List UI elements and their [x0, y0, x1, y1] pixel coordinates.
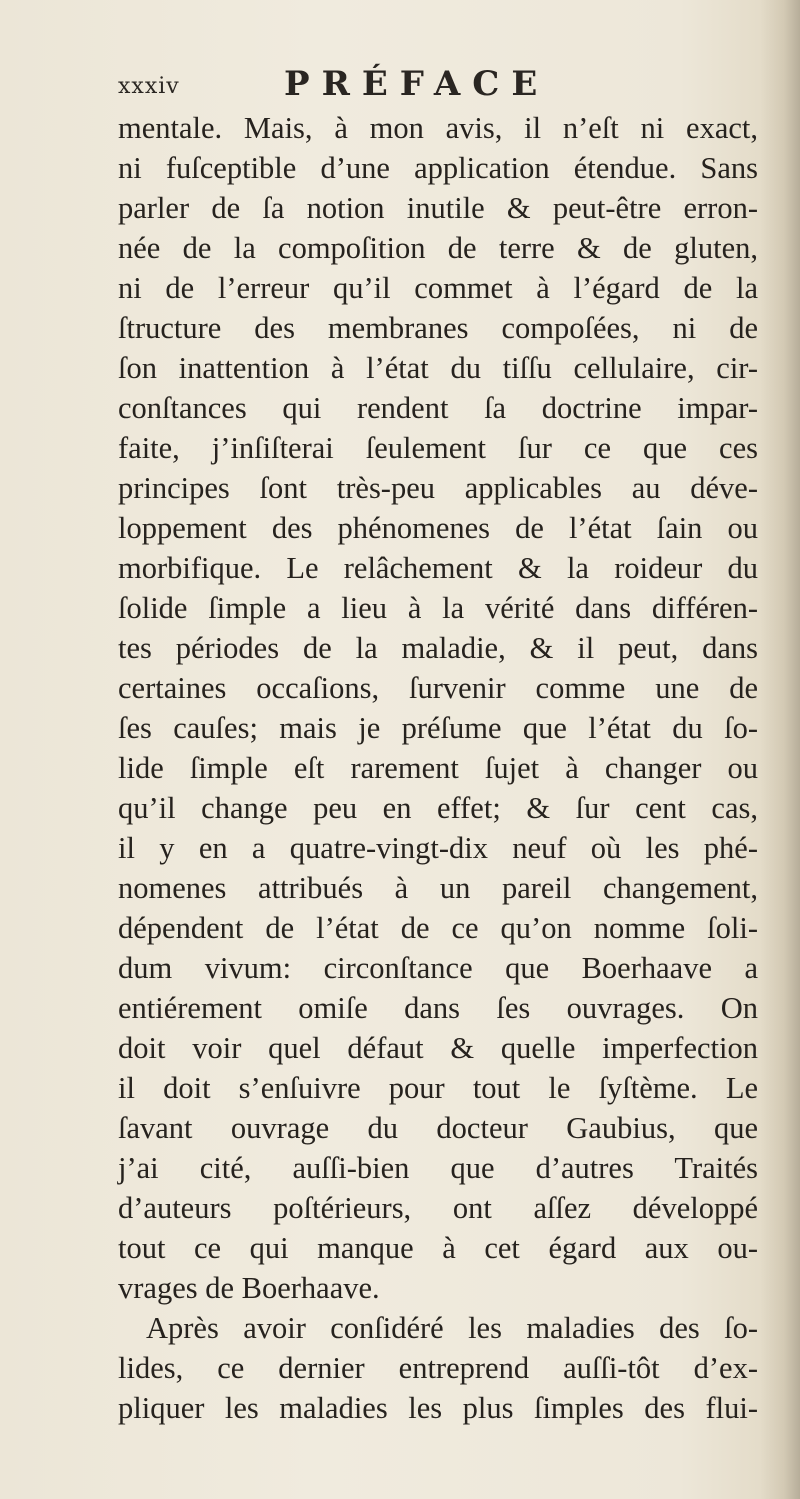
text-line: conſtances qui rendent ſa doctrine impar-: [118, 391, 758, 425]
page-number: xxxiv: [118, 74, 180, 99]
text-line: parler de ſa notion inutile & peut-être erron-: [118, 191, 758, 225]
text-line: morbifique. Le relâchement & la roideur du: [118, 551, 758, 585]
text-line: dum vivum: circonſtance que Boerhaave a: [118, 951, 758, 985]
text-line: entiérement omiſe dans ſes ouvrages. On: [118, 991, 758, 1025]
text-line: j’ai cité, auſſi-bien que d’autres Traités: [118, 1151, 758, 1185]
text-line: tout ce qui manque à cet égard aux ou-: [118, 1231, 758, 1265]
text-line: il y en a quatre-vingt-dix neuf où les phé-: [118, 831, 758, 865]
text-line: Après avoir conſidéré les maladies des ſo-: [146, 1311, 758, 1345]
page-header: [118, 60, 718, 110]
text-line: lides, ce dernier entreprend auſſi-tôt d’ex-: [118, 1351, 758, 1385]
text-line: pliquer les maladies les plus ſimples des flui-: [118, 1391, 758, 1425]
text-line: ſtructure des membranes compoſées, ni de: [118, 311, 758, 345]
text-line: vrages de Boerhaave.: [118, 1271, 380, 1305]
text-line: qu’il change peu en effet; & ſur cent cas,: [118, 791, 758, 825]
running-title: PRÉFACE: [284, 64, 550, 104]
text-line: doit voir quel défaut & quelle imperfection: [118, 1031, 758, 1065]
text-line: d’auteurs poſtérieurs, ont aſſez développé: [118, 1191, 758, 1225]
text-line: faite, j’inſiſterai ſeulement ſur ce que ces: [118, 431, 758, 465]
page-gutter-shadow: [760, 0, 800, 1499]
text-line: ſon inattention à l’état du tiſſu cellulaire, cir-: [118, 351, 758, 385]
text-line: tes périodes de la maladie, & il peut, dans: [118, 631, 758, 665]
text-line: ni de l’erreur qu’il commet à l’égard de la: [118, 271, 758, 305]
text-line: née de la compoſition de terre & de gluten,: [118, 231, 758, 265]
text-line: principes ſont très-peu applicables au déve-: [118, 471, 758, 505]
text-line: lide ſimple eſt rarement ſujet à changer ou: [118, 751, 758, 785]
text-line: nomenes attribués à un pareil changement,: [118, 871, 758, 905]
text-line: dépendent de l’état de ce qu’on nomme ſoli-: [118, 911, 758, 945]
text-line: mentale. Mais, à mon avis, il n’eſt ni exact,: [118, 111, 758, 145]
text-line: il doit s’enſuivre pour tout le ſyſtème. Le: [118, 1071, 758, 1105]
text-line: loppement des phénomenes de l’état ſain ou: [118, 511, 758, 545]
text-line: certaines occaſions, ſurvenir comme une de: [118, 671, 758, 705]
text-line: ni fuſceptible d’une application étendue. Sans: [118, 151, 758, 185]
text-line: ſes cauſes; mais je préſume que l’état du ſo-: [118, 711, 758, 745]
text-line: ſolide ſimple a lieu à la vérité dans différen-: [118, 591, 758, 625]
text-line: ſavant ouvrage du docteur Gaubius, que: [118, 1111, 758, 1145]
body-text: [118, 108, 758, 1428]
